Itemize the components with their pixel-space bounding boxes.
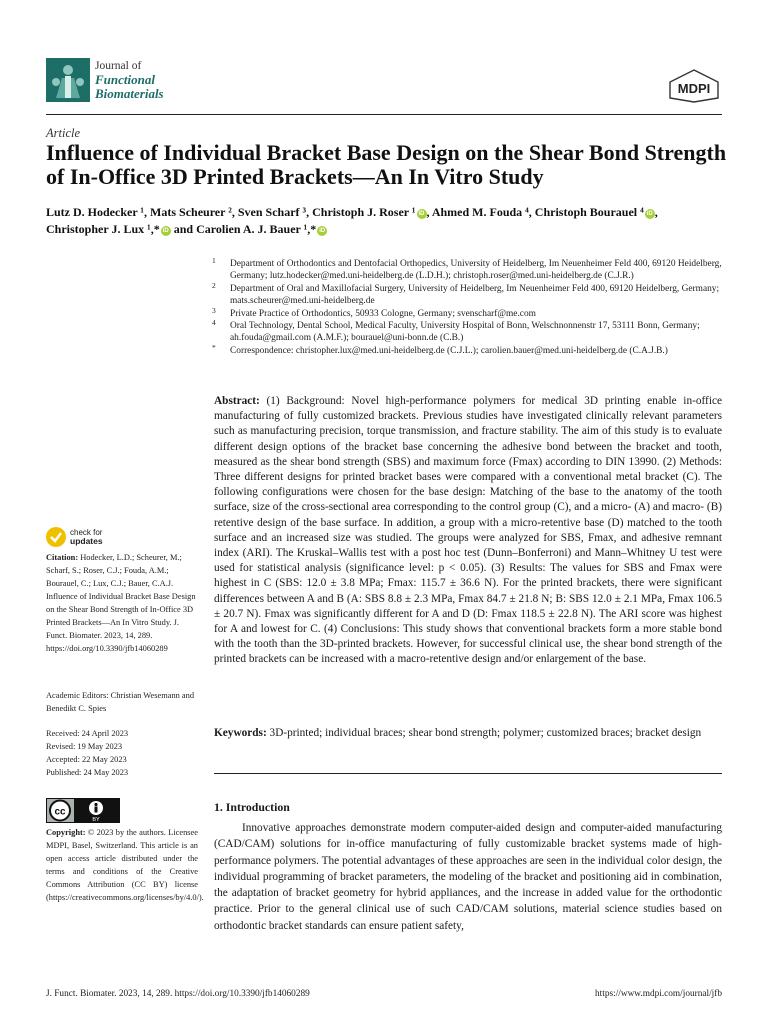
date-accepted: Accepted: 22 May 2023 [46,755,127,764]
authors-text-5: and Carolien A. J. Bauer ¹,* [170,222,317,236]
affiliation-item: 4 Oral Technology, Dental School, Medical Faculty, University Hospital of Bonn, Welschnonnenstr 17, 53111 Bonn, Germany; ah.fouda@gmail.com (A.M.F.); bourauel@uni-bonn.de (C.B.) [212,318,700,344]
correspondence: * Correspondence: christopher.lux@med.uni-heidelberg.de (C.J.L.); carolien.bauer@med.uni-heidelberg.de (C.A.J.B.) [212,342,668,356]
author-list [46,204,736,238]
cc-by-label: BY [92,817,100,823]
citation-label: Citation: [46,553,79,562]
keywords-text: 3D-printed; individual braces; shear bond strength; polymer; customized braces; bracket design [266,727,702,739]
footer-citation: J. Funct. Biomater. 2023, 14, 289. https://doi.org/10.3390/jfb14060289 [46,989,310,999]
abstract [214,394,722,668]
authors-text-3: , [654,205,658,219]
abstract-text: (1) Background: Novel high-performance polymers for medical 3D printing enable in-office manufacturing of fully customized brackets. Previous studies have investigated clinically relevant parameters such as manufacturing precision, torque transmission, and fracture stability. The aim of this study is to evaluate different design options of the bracket base concerning the adhesive bond between the bracket and tooth, measured as the shear bond strength (SBS) and maximum force (Fmax) according to DIN 13990. (2) Methods: Three different designs for printed bracket bases were compared with a conventional metal bracket (C). The following configurations were chosen for the base design: Matching of the base to the anatomy of the tooth surface, size of the cross-sectional area corresponding to the control group (C), and a micro- (A) and macro- (B) retentive design of the base surface. In addition, a group with a micro-retentive base (D) matched to the tooth surface and an increased size was studied. The groups were analyzed for SBS, Fmax, and adhesive remnant index (ARI). The Kruskal–Wallis test with a post hoc test (Dunn–Bonferroni) and Mann–Whitney U test were used for statistical analysis (significance level: p < 0.05). (3) Results: The values for SBS and Fmax were highest in C (SBS: 12.0 ± 3.8 MPa; Fmax: 115.7 ± 36.6 N). For the printed brackets, there were significant differences between A and B (A: SBS 8.8 ± 2.3 MPa, Fmax 84.7 ± 21.8 N; B: SBS 12.0 ± 2.1 MPa, Fmax 106.5 ± 20.7 N). Fmax was significantly different for A and D (D: Fmax 118.5 ± 22.8 N). The ARI score was highest for A and lowest for C. (4) Conclusions: This study shows that conventional brackets form a more stable bond with the tooth than the 3D-printed brackets. However, for successful clinical use, the shear bond strength of the printed brackets can be increased with a macro-retentive design and/or enlargement of the base. [214,395,722,666]
check-updates-line1: check for [70,528,103,537]
publisher-label: MDPI [677,81,711,96]
copyright-label: Copyright: [46,828,86,837]
date-published: Published: 24 May 2023 [46,768,129,777]
journal-name-line1: Journal of [95,60,142,72]
citation-text: Hodecker, L.D.; Scheurer, M.; Scharf, S.; Roser, C.J.; Fouda, A.M.; Bourauel, C.; Lux, C.J.; Bauer, C.A.J. Influence of Individual Bracket Base Design on the Shear Bond Strength of In-Office 3D Printed Brackets—An In Vitro Study. J. Funct. Biomater. 2023, 14, 289. https://doi.org/10.3390/jfb14060289 [46,553,196,653]
check-for-updates-badge[interactable] [46,527,118,549]
copyright-text: © 2023 by the authors. Licensee MDPI, Basel, Switzerland. This article is an open access article distributed under the terms and conditions of the Creative Commons Attribution (CC BY) license (https://creativecommons.org/licenses/by/4.0/). [46,828,204,902]
mdpi-logo [666,68,722,104]
affiliations [212,258,727,357]
introduction-paragraph: Innovative approaches demonstrate modern computer-aided design and computer-aided manufacturing (CAD/CAM) solutions for in-office manufacturing of fully customizable bracket systems made of high-performance polymers. The potential advantages of these approaches are seen in the individual color design, the individual programming of bracket parameters, the modeling of the bracket and positioning aid in combination, the adaptation of bracket geometry for hybrid appliances, and the increase in added value for the orthodontic practice. Prior to the general clinical use of such CAD/CAM solutions, material science studies based on orthodontic bracket standards can ensure patient safety, [214,822,722,932]
authors-text-4: Christopher J. Lux ¹,* [46,222,160,236]
date-received: Received: 24 April 2023 [46,729,129,738]
authors-text-1: Lutz D. Hodecker ¹, Mats Scheurer ², Sven Scharf ³, Christoph J. Roser ¹ [46,205,416,219]
svg-text:cc: cc [54,806,66,818]
keywords-label: Keywords: [214,727,267,739]
check-updates-icon [46,527,66,547]
footer-journal-url[interactable]: https://www.mdpi.com/journal/jfb [595,989,722,999]
cc-by-license-icon[interactable] [46,798,120,823]
keywords [214,726,722,741]
header-rule [46,114,722,115]
date-revised: Revised: 19 May 2023 [46,742,123,751]
copyright-notice [46,826,204,904]
article-title: Influence of Individual Bracket Base Design on the Shear Bond Strength of In-Office 3D Printed Brackets—An In Vitro Study [46,140,727,189]
orcid-icon[interactable]: iD [162,228,169,234]
journal-name [95,59,164,101]
affiliation-item: 1 Department of Orthodontics and Dentofacial Orthopedics, University of Heidelberg, Im Neuenheimer Feld 400, 69120 Heidelberg, Germany; lutz.hodecker@med.uni-heidelberg.de (L.D.H.); christoph.roser@med.uni-heidelberg.de (C.J.R.) [212,256,722,282]
citation-block [46,551,198,655]
affiliation-item: 3 Private Practice of Orthodontics, 50933 Cologne, Germany; svenscharf@me.com [212,305,536,319]
orcid-icon[interactable]: iD [319,228,326,234]
check-updates-line2: updates [70,536,103,546]
orcid-icon[interactable]: iD [646,211,653,217]
journal-name-line2: Functional [95,72,155,87]
orcid-icon[interactable]: iD [418,211,425,217]
abstract-rule [214,773,722,774]
journal-name-line3: Biomaterials [95,86,164,101]
academic-editors: Academic Editors: Christian Wesemann and Benedikt C. Spies [46,691,195,713]
journal-logo [46,58,90,102]
article-type: Article [46,126,81,140]
article-dates [46,727,198,779]
section-heading-introduction: 1. Introduction [214,800,290,814]
authors-text-2: , Ahmed M. Fouda ⁴, Christoph Bourauel ⁴ [426,205,644,219]
abstract-label: Abstract: [214,395,260,407]
affiliation-item: 2 Department of Oral and Maxillofacial Surgery, University of Heidelberg, Im Neuenheimer Feld 400, 69120 Heidelberg, Germany; mats.scheurer@med.uni-heidelberg.de [212,280,720,307]
